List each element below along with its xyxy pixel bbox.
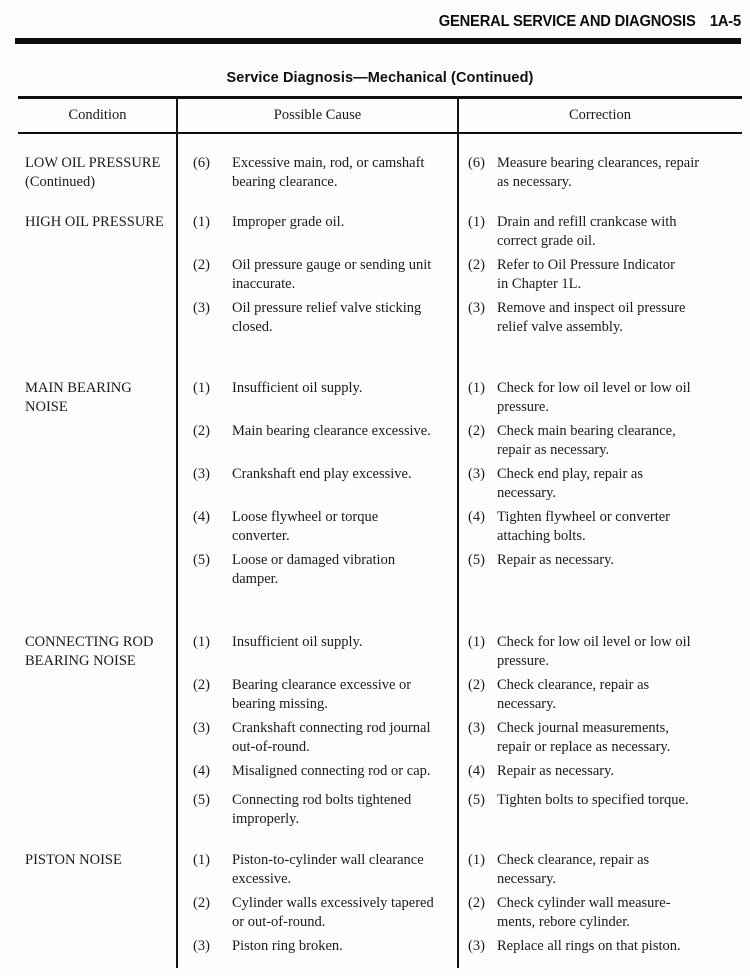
correction-cell [458,213,742,342]
possible-cause-cell [177,213,458,342]
item-text: Repair as necessary. [497,763,615,779]
cause-item [177,676,458,719]
correction-item [458,213,742,256]
item-text: Check main bearing clearance, repair as necessary. [497,423,676,459]
item-text: Piston ring broken. [232,938,343,954]
condition-cell [18,154,177,197]
item-text: Tighten bolts to specified torque. [497,792,689,808]
running-head [37,12,741,31]
condition-label: CONNECTING ROD BEARING NOISE [25,634,154,670]
correction-cell [458,633,742,834]
cause-item [177,937,458,976]
item-text: Oil pressure gauge or sending unit inaccurate. [232,257,432,293]
cause-item [177,508,458,551]
item-text: Check for low oil level or low oil pressure. [497,634,691,670]
item-number: (4) [468,763,485,779]
item-text: Connecting rod bolts tightened improperly. [232,792,412,828]
item-number: (2) [193,257,210,273]
table-title: Service Diagnosis—Mechanical (Continued) [226,70,534,86]
possible-cause-cell [177,379,458,594]
table-header-row [18,96,742,134]
item-text: Insufficient oil supply. [232,634,363,650]
correction-item [458,379,742,422]
item-number: (3) [193,938,210,954]
cause-item [177,256,458,299]
item-number: (2) [468,257,485,273]
running-head-title: GENERAL SERVICE AND DIAGNOSIS [438,13,696,30]
condition-label: PISTON NOISE [25,852,122,868]
correction-item [458,676,742,719]
correction-item [458,894,742,937]
correction-item [458,508,742,551]
item-number: (1) [193,852,210,868]
condition-group [18,379,742,594]
cause-item [177,213,458,256]
header-rule [15,38,741,44]
condition-group [18,851,742,976]
column-header-condition: Condition [68,106,127,123]
correction-item [458,154,742,197]
item-number: (5) [468,552,485,568]
correction-item [458,551,742,594]
item-number: (4) [468,509,485,525]
item-number: (2) [193,423,210,439]
condition-label: LOW OIL PRESSURE (Continued) [25,155,161,191]
item-text: Check cylinder wall measure- ments, rebore cylinder. [497,895,671,931]
item-text: Main bearing clearance excessive. [232,423,431,439]
possible-cause-cell [177,154,458,197]
item-number: (6) [193,155,210,171]
item-number: (4) [193,509,210,525]
correction-item [458,791,742,834]
item-text: Repair as necessary. [497,552,615,568]
item-text: Tighten flywheel or converter attaching bolts. [497,509,671,545]
condition-cell [18,379,177,594]
condition-label: MAIN BEARING NOISE [25,380,132,416]
cause-item [177,422,458,465]
item-text: Check end play, repair as necessary. [497,466,644,502]
condition-group [18,633,742,834]
correction-item [458,937,742,976]
item-text: Measure bearing clearances, repair as necessary. [497,155,700,191]
correction-item [458,762,742,791]
column-header-possible-cause: Possible Cause [273,106,362,123]
item-number: (2) [468,677,485,693]
item-number: (2) [193,677,210,693]
correction-item [458,422,742,465]
item-text: Cylinder walls excessively tapered or out-of-round. [232,895,434,931]
item-number: (3) [468,300,485,316]
item-number: (3) [193,720,210,736]
cause-item [177,379,458,422]
item-text: Check for low oil level or low oil pressure. [497,380,691,416]
item-number: (3) [468,466,485,482]
item-number: (1) [468,380,485,396]
condition-cell [18,851,177,976]
item-number: (3) [193,466,210,482]
correction-item [458,633,742,676]
correction-item [458,851,742,894]
condition-cell [18,213,177,342]
table-body [18,154,742,976]
item-text: Misaligned connecting rod or cap. [232,763,431,779]
item-text: Check clearance, repair as necessary. [497,852,650,888]
correction-cell [458,379,742,594]
correction-item [458,299,742,342]
diagnosis-table [18,96,742,976]
column-header-correction: Correction [568,106,631,123]
item-text: Check clearance, repair as necessary. [497,677,650,713]
item-text: Crankshaft connecting rod journal out-of-round. [232,720,431,756]
item-number: (1) [468,214,485,230]
column-divider-2 [457,96,459,968]
item-number: (1) [468,634,485,650]
cause-item [177,633,458,676]
cause-item [177,465,458,508]
correction-cell [458,851,742,976]
possible-cause-cell [177,633,458,834]
item-number: (2) [193,895,210,911]
possible-cause-cell [177,851,458,976]
condition-group [18,213,742,342]
item-number: (1) [193,214,210,230]
column-divider-1 [176,96,178,968]
item-number: (3) [468,938,485,954]
cause-item [177,719,458,762]
item-number: (5) [193,552,210,568]
cause-item [177,851,458,894]
correction-item [458,256,742,299]
item-text: Check journal measurements, repair or replace as necessary. [497,720,671,756]
item-text: Excessive main, rod, or camshaft bearing clearance. [232,155,425,191]
item-number: (1) [468,852,485,868]
item-number: (2) [468,423,485,439]
item-number: (3) [193,300,210,316]
item-text: Oil pressure relief valve sticking closed. [232,300,422,336]
cause-item [177,551,458,594]
correction-cell [458,154,742,197]
item-number: (1) [193,380,210,396]
item-text: Crankshaft end play excessive. [232,466,412,482]
item-text: Piston-to-cylinder wall clearance excessive. [232,852,424,888]
cause-item [177,762,458,791]
item-text: Remove and inspect oil pressure relief valve assembly. [497,300,686,336]
cause-item [177,791,458,834]
item-text: Loose or damaged vibration damper. [232,552,396,588]
item-text: Loose flywheel or torque converter. [232,509,379,545]
page-number: 1A-5 [709,13,741,30]
item-text: Insufficient oil supply. [232,380,363,396]
item-number: (1) [193,634,210,650]
condition-group [18,154,742,197]
cause-item [177,154,458,197]
condition-label: HIGH OIL PRESSURE [25,214,164,230]
item-text: Bearing clearance excessive or bearing missing. [232,677,412,713]
item-text: Refer to Oil Pressure Indicator in Chapter 1L. [497,257,675,293]
condition-cell [18,633,177,834]
item-number: (3) [468,720,485,736]
item-number: (5) [193,792,210,808]
item-number: (6) [468,155,485,171]
correction-item [458,719,742,762]
item-text: Improper grade oil. [232,214,345,230]
cause-item [177,894,458,937]
correction-item [458,465,742,508]
item-number: (4) [193,763,210,779]
item-text: Drain and refill crankcase with correct grade oil. [497,214,677,250]
item-number: (2) [468,895,485,911]
item-text: Replace all rings on that piston. [497,938,681,954]
item-number: (5) [468,792,485,808]
cause-item [177,299,458,342]
